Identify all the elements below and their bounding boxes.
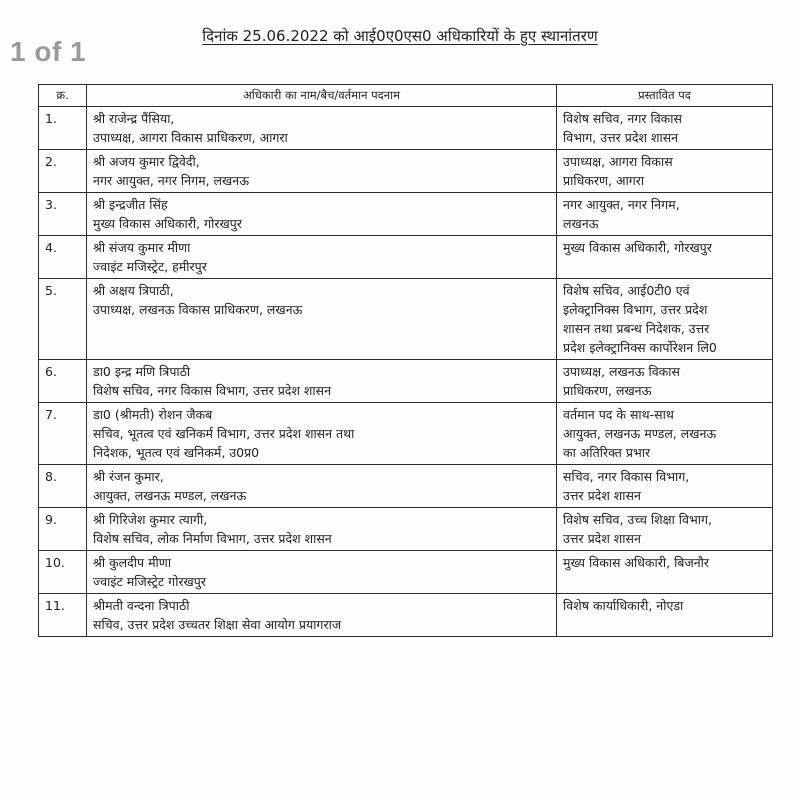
row-serial: 7.: [39, 403, 87, 465]
current-designation: सचिव, भूतत्व एवं खनिकर्म विभाग, उत्तर प्रदेश शासन तथा: [93, 426, 355, 441]
current-designation: ज्वाइंट मजिस्ट्रेट, हमीरपुर: [93, 259, 207, 274]
proposed-post-cell: [557, 551, 773, 594]
header-row: [39, 85, 773, 107]
proposed-post-cell: [557, 236, 773, 279]
proposed-post: प्राधिकरण, लखनऊ: [563, 383, 652, 398]
table-row: [39, 360, 773, 403]
proposed-post-cell: [557, 279, 773, 360]
table-body: [39, 107, 773, 637]
proposed-post: का अतिरिक्त प्रभार: [563, 445, 651, 460]
current-designation: मुख्य विकास अधिकारी, गोरखपुर: [93, 216, 242, 231]
proposed-post-cell: [557, 508, 773, 551]
proposed-post: इलेक्ट्रानिक्स विभाग, उत्तर प्रदेश: [563, 302, 708, 317]
proposed-post: प्रदेश इलेक्ट्रानिक्स कार्पोरेशन लि0: [563, 340, 717, 355]
officer-name: श्री गिरिजेश कुमार त्यागी,: [93, 512, 208, 527]
officer-name: डा0 इन्द्र मणि त्रिपाठी: [93, 364, 191, 379]
row-serial: 11.: [39, 594, 87, 637]
proposed-post: मुख्य विकास अधिकारी, गोरखपुर: [563, 240, 712, 255]
proposed-post-cell: [557, 193, 773, 236]
header-serial: क्र.: [39, 85, 87, 107]
current-designation: निदेशक, भूतत्व एवं खनिकर्म, उ0प्र0: [93, 445, 260, 460]
officer-name: डा0 (श्रीमती) रोशन जैकब: [93, 407, 213, 422]
proposed-post: मुख्य विकास अधिकारी, बिजनौर: [563, 555, 710, 570]
table-row: [39, 236, 773, 279]
proposed-post: विशेष सचिव, उच्च शिक्षा विभाग,: [563, 512, 713, 527]
row-serial: 9.: [39, 508, 87, 551]
table-row: [39, 465, 773, 508]
proposed-post: लखनऊ: [563, 216, 599, 231]
row-serial: 1.: [39, 107, 87, 150]
row-serial: 2.: [39, 150, 87, 193]
table-row: [39, 403, 773, 465]
row-serial: 5.: [39, 279, 87, 360]
officer-name: श्री रंजन कुमार,: [93, 469, 164, 484]
page-indicator: 1 of 1: [10, 36, 87, 67]
table-row: [39, 279, 773, 360]
row-serial: 4.: [39, 236, 87, 279]
officer-cell: [87, 236, 557, 279]
current-designation: विशेष सचिव, लोक निर्माण विभाग, उत्तर प्रदेश शासन: [93, 531, 332, 546]
officer-cell: [87, 403, 557, 465]
proposed-post: विशेष कार्याधिकारी, नोएडा: [563, 598, 684, 613]
proposed-post-cell: [557, 594, 773, 637]
proposed-post: उपाध्यक्ष, आगरा विकास: [563, 154, 673, 169]
current-designation: ज्वाइंट मजिस्ट्रेट गोरखपुर: [93, 574, 206, 589]
current-designation: सचिव, उत्तर प्रदेश उच्चतर शिक्षा सेवा आयोग प्रयागराज: [93, 617, 342, 632]
officer-cell: [87, 107, 557, 150]
proposed-post: नगर आयुक्त, नगर निगम,: [563, 197, 680, 212]
officer-cell: [87, 551, 557, 594]
proposed-post: आयुक्त, लखनऊ मण्डल, लखनऊ: [563, 426, 717, 441]
proposed-post: प्राधिकरण, आगरा: [563, 173, 645, 188]
proposed-post: उपाध्यक्ष, लखनऊ विकास: [563, 364, 680, 379]
proposed-post: वर्तमान पद के साथ-साथ: [563, 407, 674, 422]
officer-name: श्री राजेन्द्र पैंसिया,: [93, 111, 175, 126]
proposed-post: सचिव, नगर विकास विभाग,: [563, 469, 690, 484]
transfer-table: [38, 84, 773, 637]
officer-name: श्री कुलदीप मीणा: [93, 555, 172, 570]
current-designation: विशेष सचिव, नगर विकास विभाग, उत्तर प्रदेश शासन: [93, 383, 332, 398]
proposed-post-cell: [557, 150, 773, 193]
officer-cell: [87, 360, 557, 403]
table-row: [39, 107, 773, 150]
document-title: दिनांक 25.06.2022 को आई0ए0एस0 अधिकारियों के हुए स्थानांतरण: [202, 27, 598, 45]
table-header: [39, 85, 773, 107]
proposed-post: उत्तर प्रदेश शासन: [563, 488, 641, 503]
officer-cell: [87, 508, 557, 551]
officer-name: श्री इन्द्रजीत सिंह: [93, 197, 168, 212]
officer-cell: [87, 465, 557, 508]
header-proposed: प्रस्तावित पद: [557, 85, 773, 107]
table-row: [39, 150, 773, 193]
current-designation: आयुक्त, लखनऊ मण्डल, लखनऊ: [93, 488, 247, 503]
current-designation: उपाध्यक्ष, लखनऊ विकास प्राधिकरण, लखनऊ: [93, 302, 303, 317]
officer-name: श्रीमती वन्दना त्रिपाठी: [93, 598, 190, 613]
row-serial: 10.: [39, 551, 87, 594]
current-designation: नगर आयुक्त, नगर निगम, लखनऊ: [93, 173, 250, 188]
officer-name: श्री संजय कुमार मीणा: [93, 240, 191, 255]
proposed-post: विशेष सचिव, नगर विकास: [563, 111, 682, 126]
table-row: [39, 508, 773, 551]
officer-cell: [87, 279, 557, 360]
table-row: [39, 594, 773, 637]
proposed-post: विशेष सचिव, आई0टी0 एवं: [563, 283, 690, 298]
proposed-post-cell: [557, 403, 773, 465]
officer-cell: [87, 193, 557, 236]
officer-cell: [87, 150, 557, 193]
proposed-post: शासन तथा प्रबन्ध निदेशक, उत्तर: [563, 321, 710, 336]
officer-cell: [87, 594, 557, 637]
officer-name: श्री अजय कुमार द्विवेदी,: [93, 154, 200, 169]
row-serial: 3.: [39, 193, 87, 236]
proposed-post-cell: [557, 465, 773, 508]
proposed-post: उत्तर प्रदेश शासन: [563, 531, 641, 546]
transfer-table-container: [38, 84, 772, 637]
header-officer: अधिकारी का नाम/बैच/वर्तमान पदनाम: [87, 85, 557, 107]
row-serial: 8.: [39, 465, 87, 508]
table-row: [39, 551, 773, 594]
proposed-post-cell: [557, 107, 773, 150]
officer-name: श्री अक्षय त्रिपाठी,: [93, 283, 174, 298]
proposed-post-cell: [557, 360, 773, 403]
proposed-post: विभाग, उत्तर प्रदेश शासन: [563, 130, 679, 145]
table-row: [39, 193, 773, 236]
row-serial: 6.: [39, 360, 87, 403]
current-designation: उपाध्यक्ष, आगरा विकास प्राधिकरण, आगरा: [93, 130, 288, 145]
